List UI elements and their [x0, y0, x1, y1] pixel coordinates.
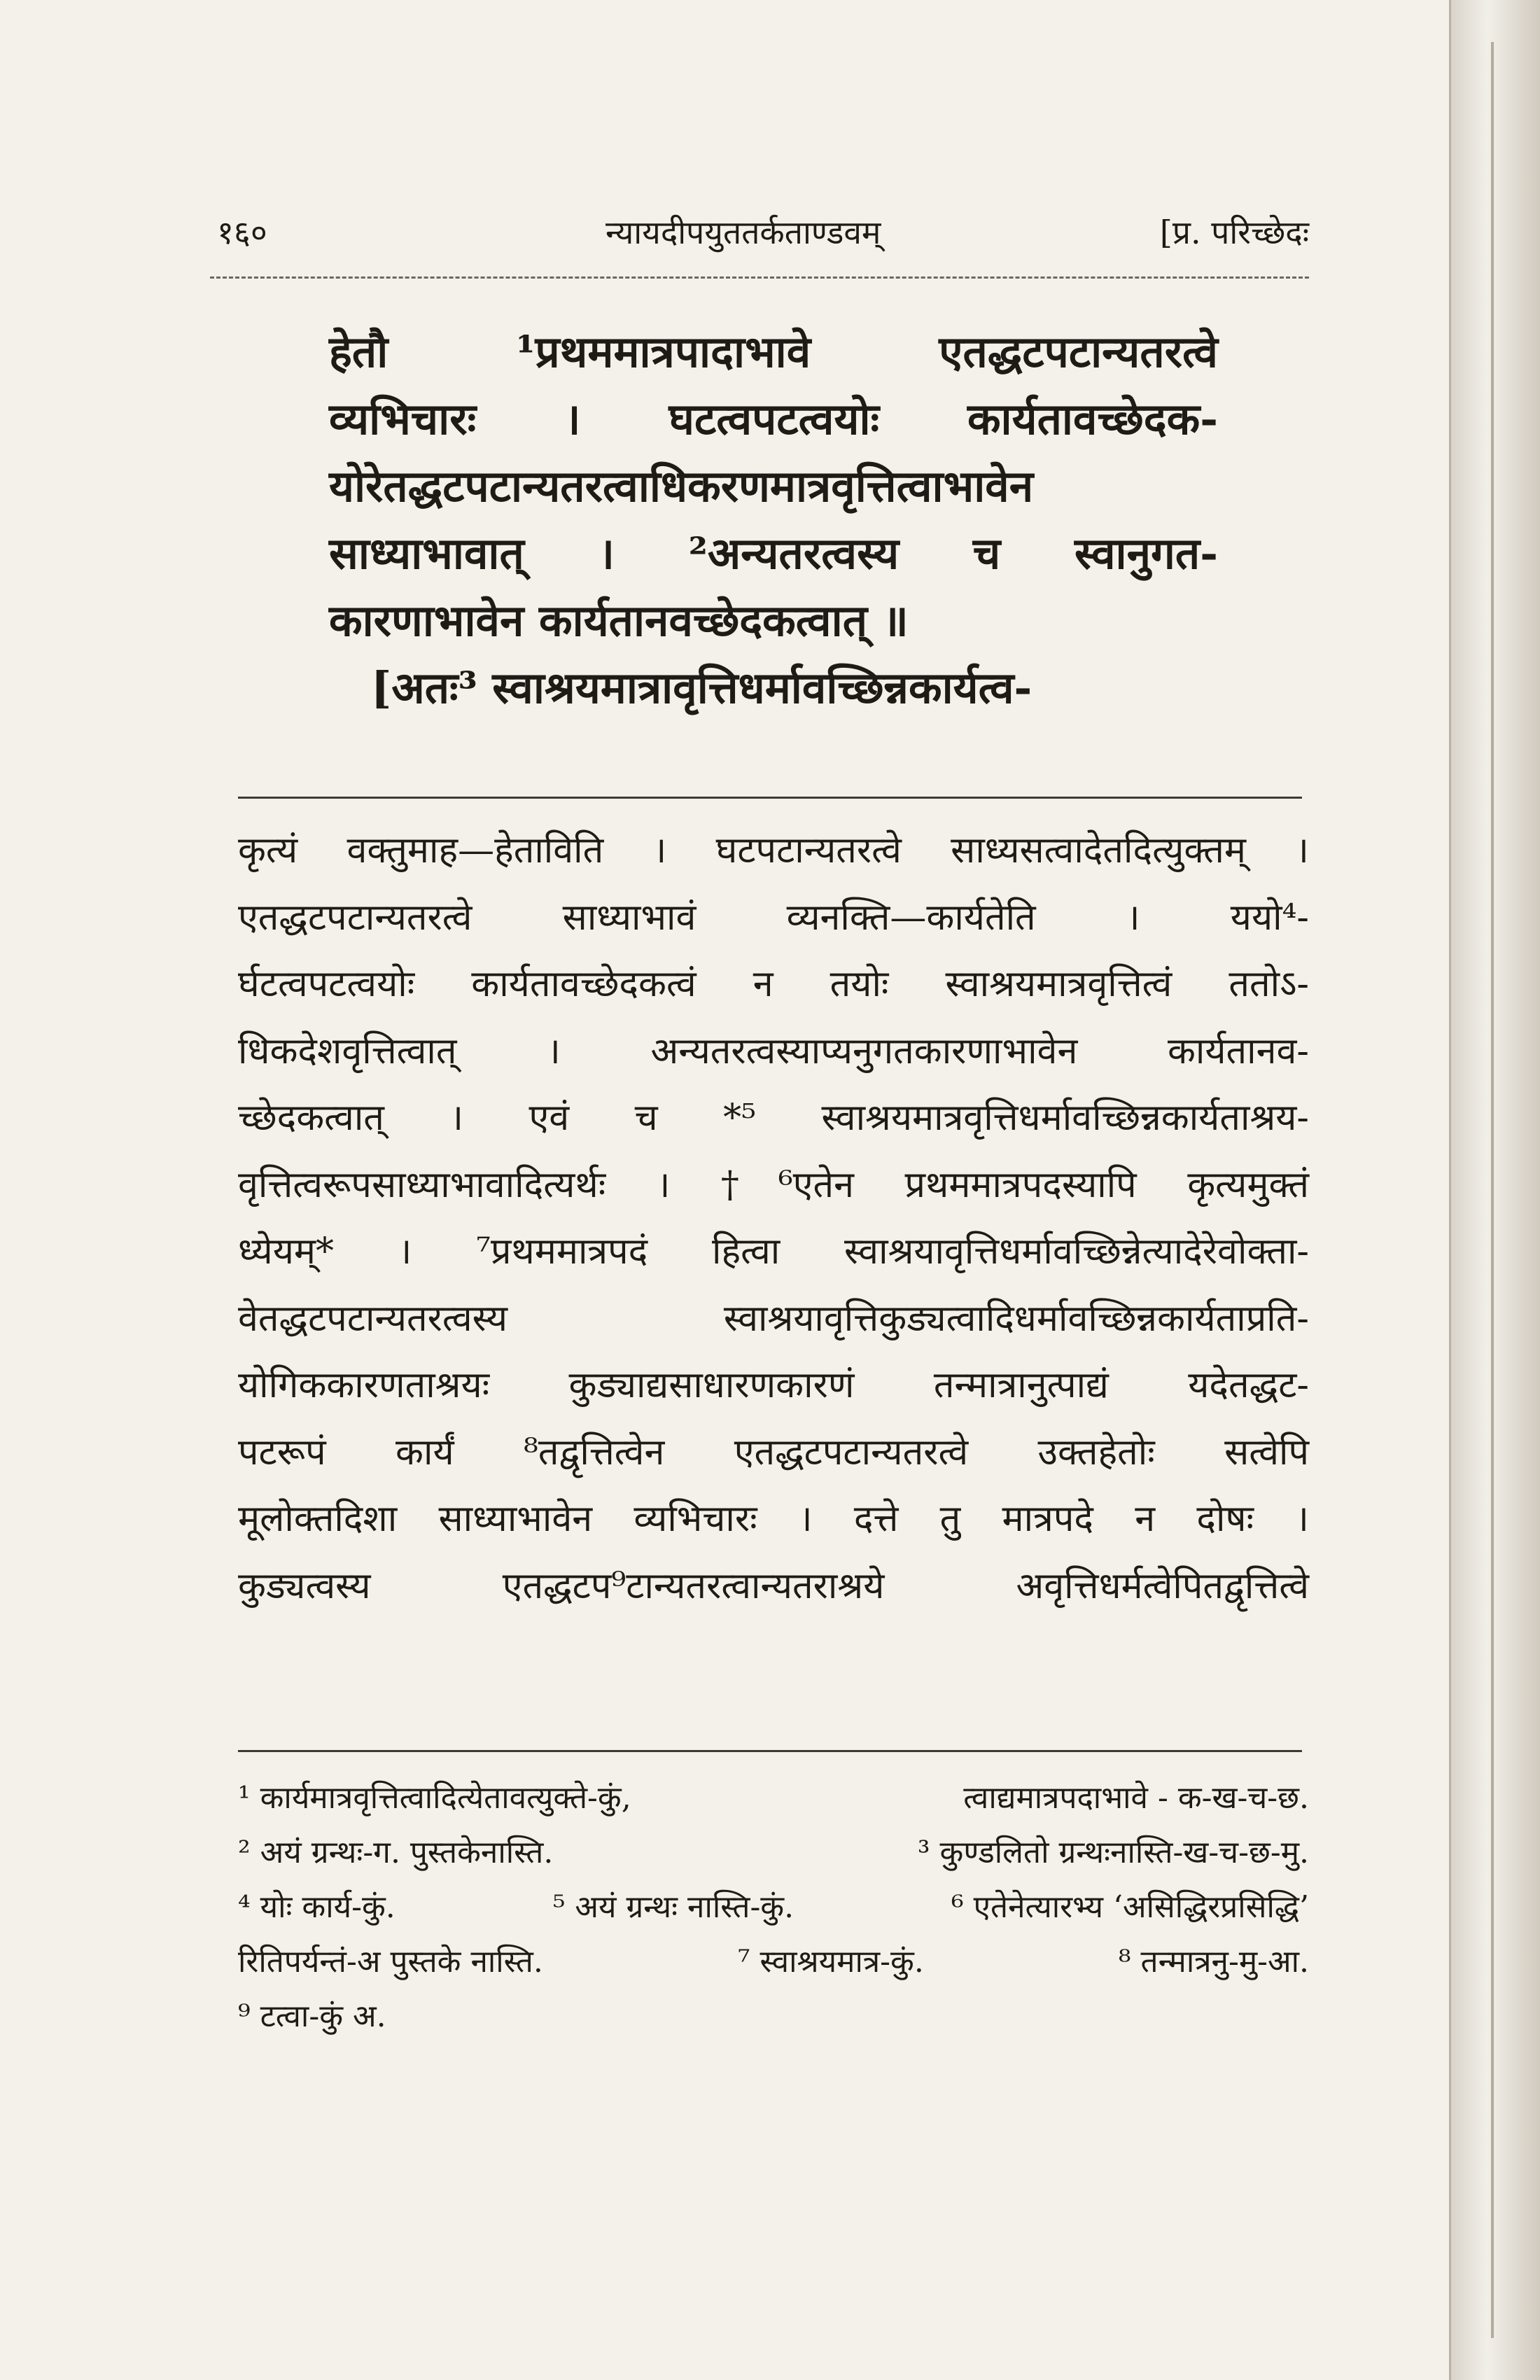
- footnote: त्वाद्यमात्रपदाभावे - क-ख-च-छ.: [963, 1780, 1309, 1816]
- footnote-row: [238, 1771, 1309, 1826]
- running-title: न्यायदीपयुततर्कताण्डवम्: [606, 214, 881, 251]
- commentary-line: एतद्धटपटान्यतरत्वे साध्याभावं व्यनक्ति—कार्यतेति । ययो⁴-: [238, 896, 1309, 939]
- footnote-row: [238, 1826, 1309, 1880]
- footnote: ² अयं ग्रन्थः-ग. पुस्तकेनास्ति.: [238, 1835, 554, 1870]
- footnote: ⁶ एतेनेत्यारभ्य ‘असिद्धिरप्रसिद्धि’: [951, 1889, 1309, 1925]
- footnote: ⁹ टत्वा-कुं अ.: [238, 1998, 386, 2034]
- footnote: ⁵ अयं ग्रन्थः नास्ति-कुं.: [552, 1889, 794, 1925]
- commentary-text: [238, 818, 1309, 1620]
- mula-text: [329, 318, 1218, 722]
- footnote: ⁸ तन्मात्रनु-मु-आ.: [1118, 1944, 1309, 1980]
- mula-line: व्यभिचारः । घटत्वपटत्वयोः कार्यतावच्छेदक-: [329, 393, 1218, 444]
- commentary-divider: [238, 797, 1302, 799]
- mula-line: योरेतद्धटपटान्यतरत्वाधिकरणमात्रवृत्तित्वाभावेन: [329, 461, 1034, 512]
- commentary-line: पटरूपं कार्यं ⁸तद्वृत्तित्वेन एतद्धटपटान्यतरत्वे उक्तहेतोः सत्वेपि: [238, 1431, 1309, 1474]
- mula-line: साध्याभावात् । ²अन्यतरत्वस्य च स्वानुगत-: [329, 528, 1218, 579]
- mula-line: हेतौ ¹प्रथममात्रपादाभावे एतद्धटपटान्यतरत्वे: [329, 326, 1218, 377]
- footnotes: [238, 1771, 1309, 2044]
- footnote-divider: [238, 1750, 1302, 1752]
- book-spine: [1449, 0, 1540, 2380]
- commentary-line: वृत्तित्वरूपसाध्याभावादित्यर्थः । †⁶एतेन प्रथममात्रपदस्यापि कृत्यमुक्तं: [238, 1163, 1309, 1206]
- running-header: [217, 210, 1309, 259]
- footnote-row: [238, 1935, 1309, 1989]
- commentary-line: वेतद्धटपटान्यतरत्वस्य स्वाश्रयावृत्तिकुड्यत्वादिधर्मावच्छिन्नकार्यताप्रति-: [238, 1297, 1309, 1340]
- commentary-line: मूलोक्तदिशा साध्याभावेन व्यभिचारः । दत्ते तु मात्रपदे न दोषः ।: [238, 1498, 1309, 1540]
- commentary-line: धिकदेशवृत्तित्वात् । अन्यतरत्वस्याप्यनुगतकारणाभावेन कार्यतानव-: [238, 1030, 1309, 1072]
- footnote: रितिपर्यन्तं-अ पुस्तके नास्ति.: [238, 1944, 543, 1980]
- footnote: ⁴ योः कार्य-कुं.: [238, 1889, 396, 1925]
- header-rule: [210, 276, 1309, 279]
- mula-line: [अतः³ स्वाश्रयमात्रावृत्तिधर्मावच्छिन्नकार्यत्व-: [371, 662, 1032, 713]
- footnote: ³ कुण्डलितो ग्रन्थःनास्ति-ख-च-छ-मु.: [917, 1835, 1309, 1870]
- commentary-line: च्छेदकत्वात् । एवं च *⁵ स्वाश्रयमात्रवृत्तिधर्मावच्छिन्नकार्यताश्रय-: [238, 1097, 1309, 1139]
- page-number: १६०: [217, 214, 267, 251]
- commentary-line: योगिककारणताश्रयः कुड्याद्यसाधारणकारणं तन्मात्रानुत्पाद्यं यदेतद्धट-: [238, 1364, 1309, 1406]
- footnote-row: [238, 1880, 1309, 1935]
- footnote: ¹ कार्यमात्रवृत्तित्वादित्येतावत्युक्ते-कुं,: [238, 1780, 631, 1816]
- commentary-line: र्घटत्वपटत्वयोः कार्यतावच्छेदकत्वं न तयोः स्वाश्रयमात्रवृत्तित्वं ततोऽ-: [238, 963, 1309, 1005]
- binding-thread: [1491, 42, 1494, 2338]
- footnote-row: [238, 1989, 1309, 2044]
- footnote: ⁷ स्वाश्रयमात्र-कुं.: [737, 1944, 924, 1980]
- mula-line: कारणाभावेन कार्यतानवच्छेदकत्वात् ॥: [329, 595, 909, 646]
- commentary-line: कृत्यं वक्तुमाह—हेताविति । घटपटान्यतरत्वे साध्यसत्वादेतदित्युक्तम् ।: [238, 830, 1309, 872]
- commentary-line: ध्येयम्* । ⁷प्रथममात्रपदं हित्वा स्वाश्रयावृत्तिधर्मावच्छिन्नेत्यादेरेवोक्ता-: [238, 1231, 1309, 1273]
- commentary-line: कुड्यत्वस्य एतद्धटप⁹टान्यतरत्वान्यतराश्रये अवृत्तिधर्मत्वेपितद्वृत्तित्वे: [238, 1564, 1309, 1607]
- section-label: [प्र. परिच्छेदः: [1159, 214, 1309, 251]
